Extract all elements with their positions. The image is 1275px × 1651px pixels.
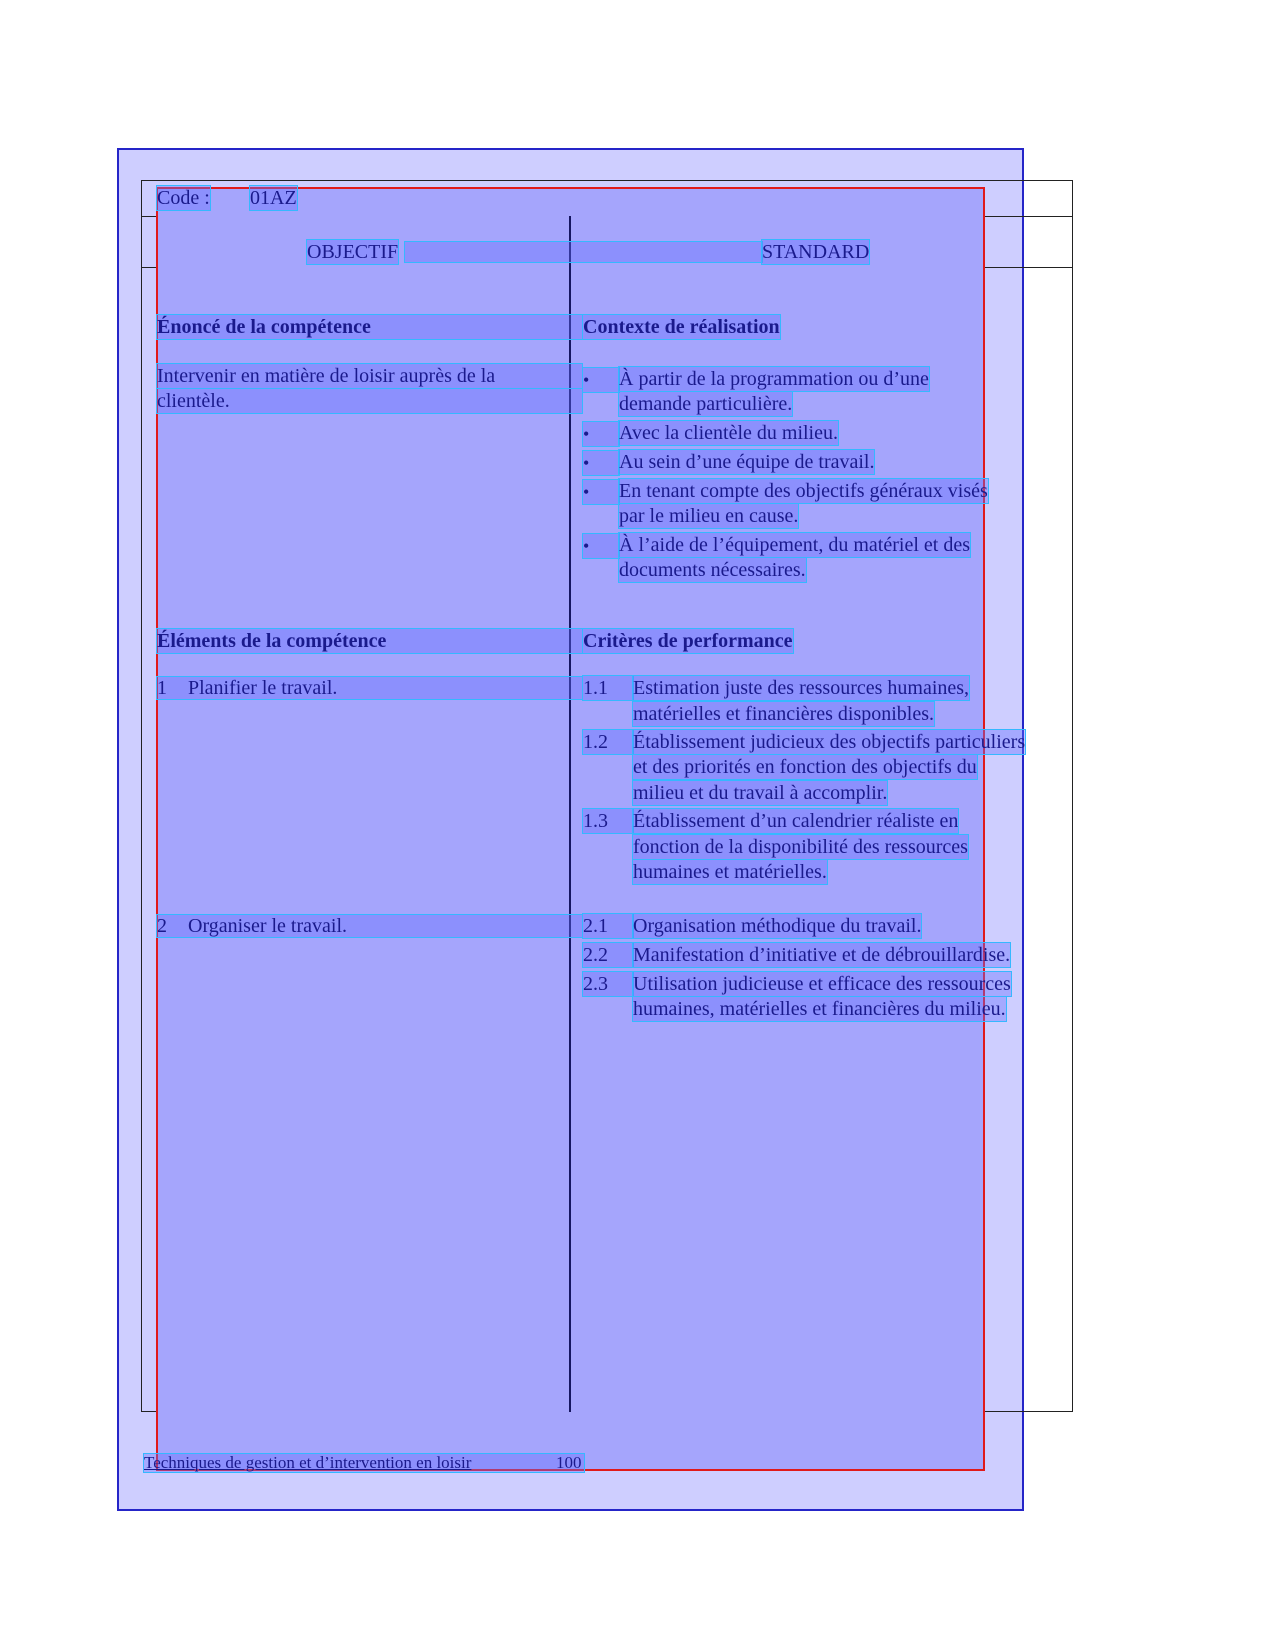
column-header-band bbox=[405, 242, 762, 262]
criterion-2-1-line-1: Organisation méthodique du travail. bbox=[633, 915, 922, 937]
competence-text-line-2: clientèle. bbox=[157, 389, 582, 413]
context-item-1-line-2: demande particulière. bbox=[619, 393, 793, 415]
criterion-1-3-line-2: fonction de la disponibilité des ressources bbox=[633, 836, 968, 858]
criterion-1-2-num: 1.2 bbox=[583, 730, 633, 754]
criterion-1-3-line-3: humaines et matérielles. bbox=[633, 861, 827, 883]
competence-heading: Énoncé de la compétence bbox=[157, 315, 582, 339]
code-value: 01AZ bbox=[250, 187, 297, 209]
code-label: Code : bbox=[157, 187, 210, 209]
context-item-4-line-2: par le milieu en cause. bbox=[619, 505, 799, 527]
context-bullet: • bbox=[583, 451, 619, 475]
criterion-2-3-line-2: humaines, matérielles et financières du milieu. bbox=[633, 998, 1006, 1020]
element-2-num: 2 bbox=[157, 915, 167, 937]
criterion-2-2-line-1: Manifestation d’initiative et de débrouillardise. bbox=[633, 944, 1011, 966]
context-item-5-line-1: À l’aide de l’équipement, du matériel et des bbox=[619, 534, 970, 556]
element-2-label: Organiser le travail. bbox=[188, 915, 348, 937]
criterion-1-2-line-1: Établissement judicieux des objectifs particuliers bbox=[633, 731, 1026, 753]
competence-text-line-1: Intervenir en matière de loisir auprès de la bbox=[157, 364, 582, 388]
context-bullet: • bbox=[583, 534, 619, 558]
context-item-3-line-1: Au sein d’une équipe de travail. bbox=[619, 451, 875, 473]
criterion-1-2-line-2: et des priorités en fonction des objectifs du bbox=[633, 756, 977, 778]
context-bullet: • bbox=[583, 368, 619, 392]
context-heading: Contexte de réalisation bbox=[583, 316, 780, 338]
criterion-1-1-num: 1.1 bbox=[583, 676, 633, 700]
criteria-heading: Critères de performance bbox=[583, 630, 793, 652]
criterion-2-3-line-1: Utilisation judicieuse et efficace des ressources bbox=[633, 973, 1011, 995]
element-1-num: 1 bbox=[157, 677, 167, 699]
criterion-1-3-line-1: Établissement d’un calendrier réaliste en bbox=[633, 810, 959, 832]
context-item-1-line-1: À partir de la programmation ou d’une bbox=[619, 368, 929, 390]
footer-program: Techniques de gestion et d’intervention en loisir bbox=[144, 1453, 472, 1472]
context-item-5-line-2: documents nécessaires. bbox=[619, 559, 806, 581]
context-item-4-line-1: En tenant compte des objectifs généraux visés bbox=[619, 480, 988, 502]
elements-heading: Éléments de la compétence bbox=[157, 629, 582, 653]
criterion-1-2-line-3: milieu et du travail à accomplir. bbox=[633, 782, 888, 804]
element-1-label: Planifier le travail. bbox=[188, 677, 338, 699]
column-header-objectif: OBJECTIF bbox=[307, 241, 399, 263]
footer-page-number: 100 bbox=[556, 1453, 582, 1472]
criterion-1-3-num: 1.3 bbox=[583, 809, 633, 833]
column-header-standard: STANDARD bbox=[762, 241, 870, 263]
criterion-2-1-num: 2.1 bbox=[583, 914, 633, 938]
context-item-2-line-1: Avec la clientèle du milieu. bbox=[619, 422, 838, 444]
criterion-1-1-line-2: matérielles et financières disponibles. bbox=[633, 703, 935, 725]
criterion-2-3-num: 2.3 bbox=[583, 972, 633, 996]
criterion-2-2-num: 2.2 bbox=[583, 943, 633, 967]
context-bullet: • bbox=[583, 422, 619, 446]
criterion-1-1-line-1: Estimation juste des ressources humaines, bbox=[633, 677, 970, 699]
context-bullet: • bbox=[583, 480, 619, 504]
